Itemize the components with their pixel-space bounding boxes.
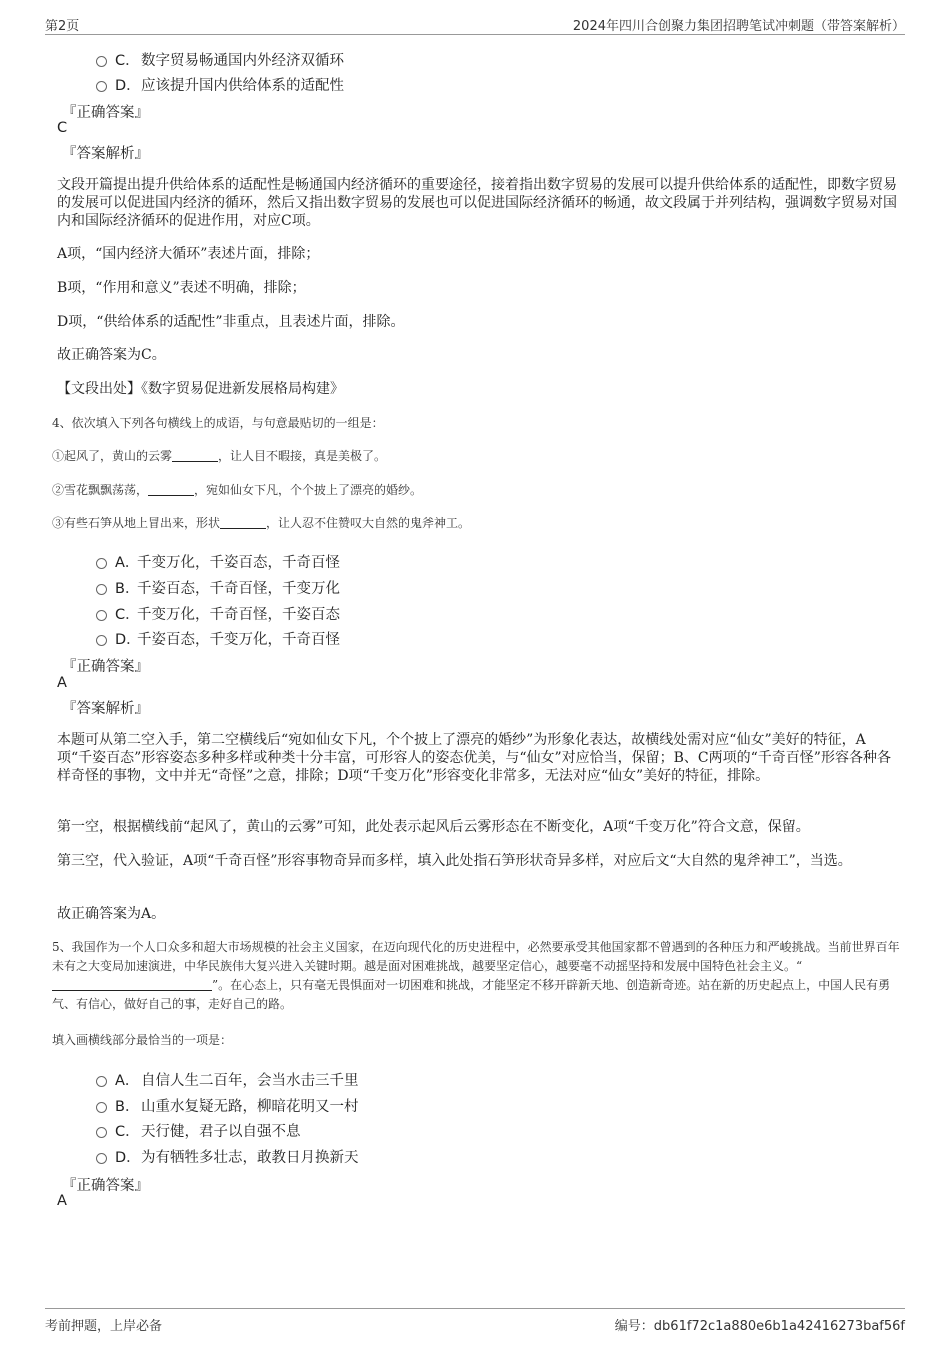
q4-option-b[interactable]: B．千姿百态，千奇百怪，千变万化 <box>96 577 340 598</box>
page-header <box>45 14 905 35</box>
q4-option-d[interactable]: D．千姿百态，千变万化，千奇百怪 <box>96 628 340 649</box>
radio-icon <box>96 1076 107 1087</box>
q5-answer: A <box>57 1193 67 1209</box>
q3-analysis-d: D项，“供给体系的适配性”非重点，且表述片面，排除。 <box>57 314 405 330</box>
q3-answer: C <box>57 120 68 136</box>
q4-analysis-third-blank: 第三空，代入验证，A项“千奇百怪”形容事物奇异而多样，填入此处指石笋形状奇异多样，对应后文“大自然的鬼斧神工”，当选。 <box>57 853 852 869</box>
q4-sentence-1: ①起风了，黄山的云雾 ，让人目不暇接，真是美极了。 <box>52 449 387 463</box>
q5-option-a[interactable]: A． 自信人生二百年，会当水击三千里 <box>96 1069 359 1090</box>
q4-analysis-label: 『答案解析』 <box>62 701 149 717</box>
footer-slogan: 考前押题，上岸必备 <box>45 1319 163 1334</box>
q5-stem: 5、我国作为一个人口众多和超大市场规模的社会主义国家，在迈向现代化的历史进程中，必然要承受其他国家都不曾遇到的各种压力和严峻挑战。当前世界百年未有之大变局加速演进，中华民族伟大复兴进入关键时期。越是面对困难挑战，越要坚定信心，越要毫不动摇坚持和发展中国特色社会主义。“”。在心态上，只有毫无畏惧面对一切困难和挑战，才能坚定不移开辟新天地、创造新奇迹。站在新的历史起点上，中国人民有勇气、有信心，做好自己的事，走好自己的路。 <box>52 940 900 1011</box>
q4-option-c[interactable]: C．千变万化，千奇百怪，千姿百态 <box>96 603 340 624</box>
q5-option-c[interactable]: C．天行健，君子以自强不息 <box>96 1120 301 1141</box>
q4-option-a[interactable]: A．千变万化，千姿百态，千奇百怪 <box>96 551 340 572</box>
q5-prompt: 填入画横线部分最恰当的一项是： <box>52 1033 233 1047</box>
q3-conclusion: 故正确答案为C。 <box>57 347 166 363</box>
blank-line <box>220 528 266 529</box>
q5-answer-label: 『正确答案』 <box>62 1178 149 1194</box>
q4-conclusion: 故正确答案为A。 <box>57 906 166 922</box>
radio-icon <box>96 584 107 595</box>
q4-sentence-2: ②雪花飘飘荡荡， ，宛如仙女下凡，个个披上了漂亮的婚纱。 <box>52 483 423 497</box>
radio-icon <box>96 558 107 569</box>
q3-analysis-para: 文段开篇提出提升供给体系的适配性是畅通国内经济循环的重要途径，接着指出数字贸易的发展可以提升供给体系的适配性，即数字贸易的发展可以促进国内经济的循环，然后又指出数字贸易的发展也可以促进国际经济循环的畅通，故文段属于并列结构，强调数字贸易对国内和国际经济循环的促进作用，对应C项。 <box>57 177 897 229</box>
blank-line <box>148 495 194 496</box>
q4-answer: A <box>57 675 67 691</box>
footer-code: 编号：db61f72c1a880e6b1a42416273baf56f <box>614 1319 905 1334</box>
q3-analysis-label: 『答案解析』 <box>62 146 149 162</box>
blank-line <box>172 461 218 462</box>
q3-analysis-b: B项，“作用和意义”表述不明确，排除； <box>57 280 306 296</box>
blank-line <box>52 990 212 991</box>
q3-option-d[interactable]: D．应该提升国内供给体系的适配性 <box>96 74 344 95</box>
q4-answer-label: 『正确答案』 <box>62 659 149 675</box>
q3-source: 【文段出处】《数字贸易促进新发展格局构建》 <box>57 381 344 397</box>
q5-option-b[interactable]: B． 山重水复疑无路，柳暗花明又一村 <box>96 1095 359 1116</box>
radio-icon <box>96 635 107 646</box>
radio-icon <box>96 610 107 621</box>
radio-icon <box>96 1153 107 1164</box>
page-footer <box>45 1308 905 1337</box>
page-number: 第2页 <box>45 19 80 34</box>
q4-stem: 4、依次填入下列各句横线上的成语，与句意最贴切的一组是： <box>52 416 384 430</box>
q4-analysis-first-blank: 第一空，根据横线前“起风了，黄山的云雾”可知，此处表示起风后云雾形态在不断变化，A项“千变万化”符合文意，保留。 <box>57 819 810 835</box>
radio-icon <box>96 1127 107 1138</box>
radio-icon <box>96 56 107 67</box>
q3-answer-label: 『正确答案』 <box>62 105 149 121</box>
radio-icon <box>96 1102 107 1113</box>
q5-option-d[interactable]: D．为有牺牲多壮志，敢教日月换新天 <box>96 1146 359 1167</box>
radio-icon <box>96 81 107 92</box>
q4-sentence-3: ③有些石笋从地上冒出来，形状 ，让人忍不住赞叹大自然的鬼斧神工。 <box>52 516 471 530</box>
q4-analysis-para: 本题可从第二空入手，第二空横线后“宛如仙女下凡，个个披上了漂亮的婚纱”为形象化表达，故横线处需对应“仙女”美好的特征，A项“千姿百态”形容姿态多种多样或种类十分丰富，可形容人的姿态优美，与“仙女”对应恰当，保留；B、C两项的“千奇百怪”形容各种各样奇怪的事物，文中并无“奇怪”之意，排除；D项“千变万化”形容变化非常多，无法对应“仙女”美好的特征，排除。 <box>57 732 891 784</box>
q3-analysis-a: A项，“国内经济大循环”表述片面，排除； <box>57 246 320 262</box>
q3-option-c[interactable]: C．数字贸易畅通国内外经济双循环 <box>96 49 344 70</box>
document-title: 2024年四川合创聚力集团招聘笔试冲刺题（带答案解析） <box>572 19 905 34</box>
